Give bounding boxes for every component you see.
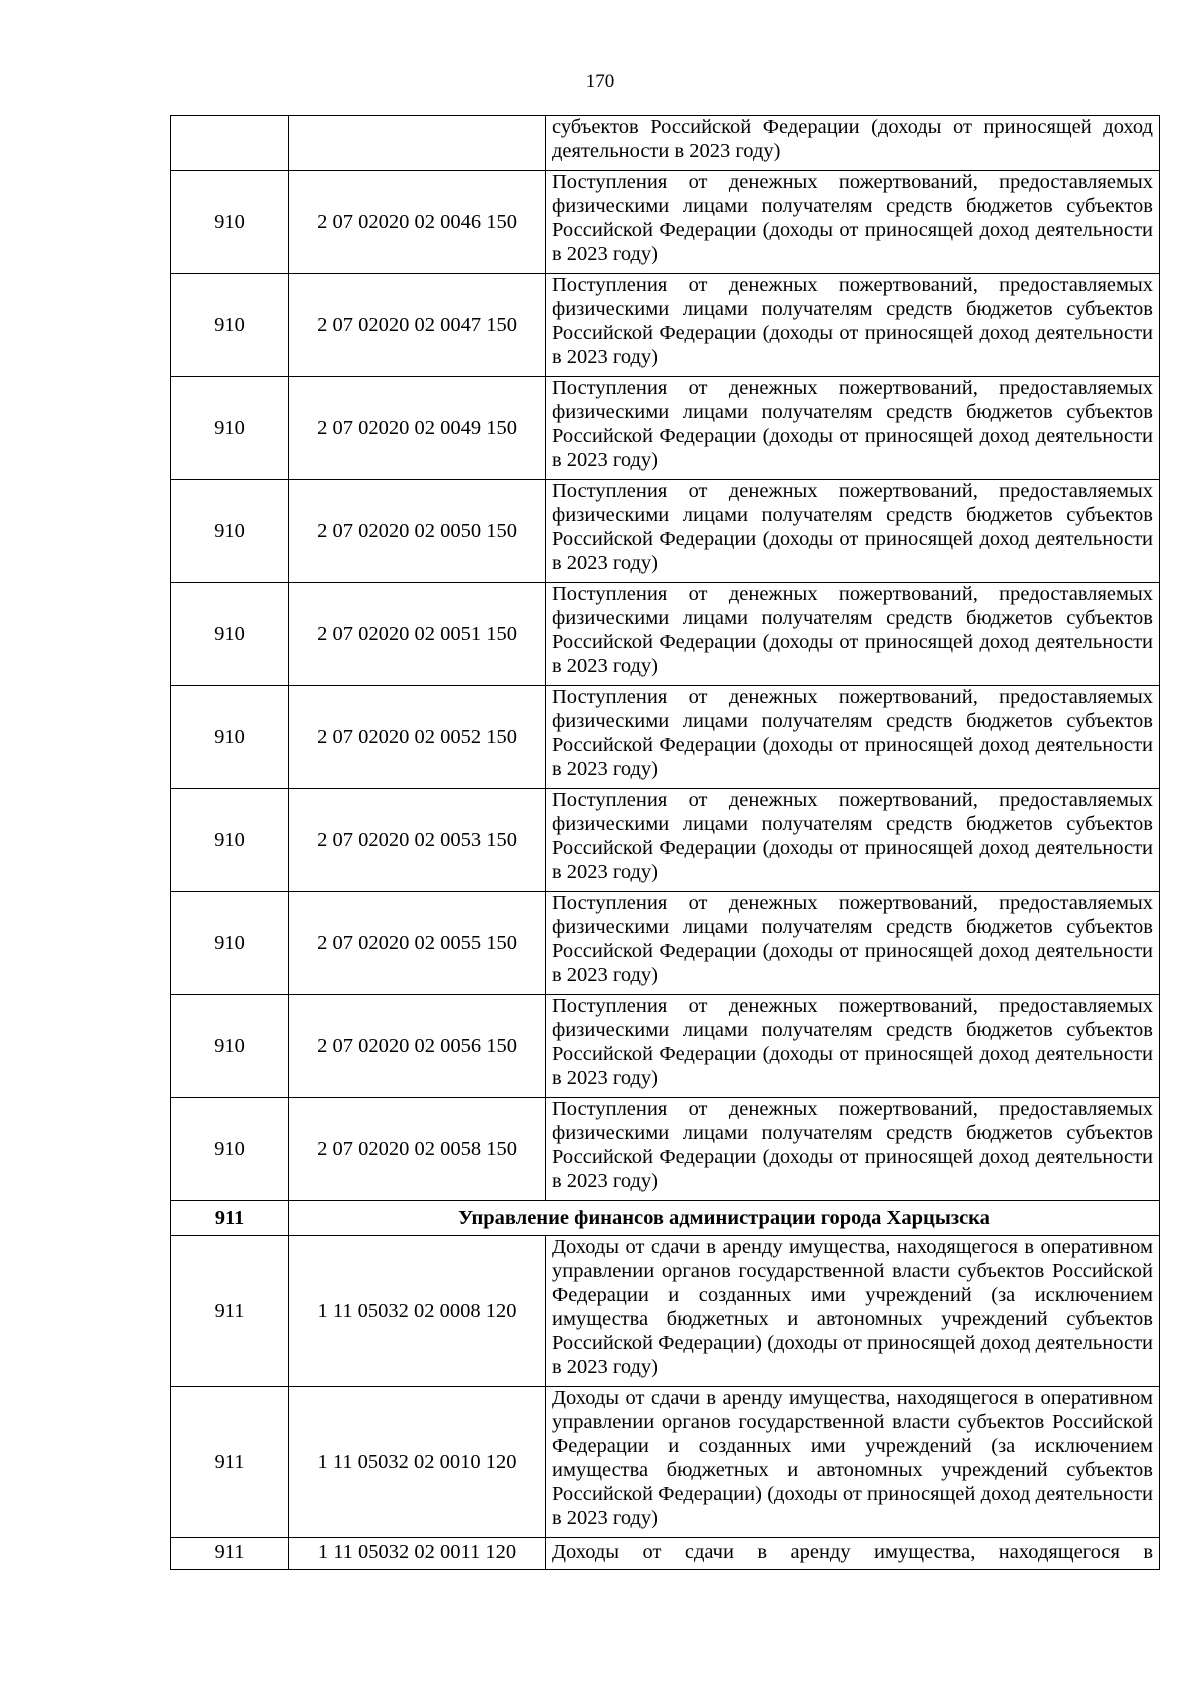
table-row: [171, 892, 1160, 995]
income-code-table: [170, 115, 1160, 1570]
page-number: 170: [585, 71, 615, 92]
admin-code-cell: 911: [171, 1201, 289, 1236]
section-title-cell: Управление финансов администрации города Харцызска: [289, 1201, 1160, 1236]
admin-code-cell: 910: [171, 274, 289, 377]
income-name-cell: [546, 377, 1160, 480]
income-name-cell: [546, 1538, 1160, 1570]
income-name-cell: [546, 686, 1160, 789]
table-row: [171, 583, 1160, 686]
income-name-text: субъектов Российской Федерации (доходы от приносящей доход деятельности в 2023 году): [552, 116, 1153, 162]
income-name-cell: [546, 274, 1160, 377]
income-name-cell: [546, 1236, 1160, 1387]
income-name-text: Поступления от денежных пожертвований, предоставляемых физическими лицами получателям средств бюджетов субъектов Российской Федерации (доходы от приносящей доход деятельности в 2023 году): [552, 583, 1153, 677]
admin-code-cell: 911: [171, 1387, 289, 1538]
income-name-text: Поступления от денежных пожертвований, предоставляемых физическими лицами получателям средств бюджетов субъектов Российской Федерации (доходы от приносящей доход деятельности в 2023 году): [552, 274, 1153, 368]
income-name-text: Поступления от денежных пожертвований, предоставляемых физическими лицами получателям средств бюджетов субъектов Российской Федерации (доходы от приносящей доход деятельности в 2023 году): [552, 171, 1153, 265]
budget-code-cell: 2 07 02020 02 0056 150: [289, 995, 546, 1098]
table-row: [171, 116, 1160, 171]
budget-code-cell: 2 07 02020 02 0050 150: [289, 480, 546, 583]
income-name-text: Поступления от денежных пожертвований, предоставляемых физическими лицами получателям средств бюджетов субъектов Российской Федерации (доходы от приносящей доход деятельности в 2023 году): [552, 480, 1153, 574]
table-row: [171, 1098, 1160, 1201]
table-row: [171, 480, 1160, 583]
income-name-cell: [546, 995, 1160, 1098]
income-name-cell: [546, 480, 1160, 583]
table-row: [171, 1538, 1160, 1570]
income-name-text: Поступления от денежных пожертвований, предоставляемых физическими лицами получателям средств бюджетов субъектов Российской Федерации (доходы от приносящей доход деятельности в 2023 году): [552, 686, 1153, 780]
admin-code-cell: 910: [171, 892, 289, 995]
admin-code-cell: 911: [171, 1236, 289, 1387]
income-name-text: Доходы от сдачи в аренду имущества, находящегося в: [552, 1541, 1153, 1563]
admin-code-cell: 910: [171, 995, 289, 1098]
budget-code-cell: 1 11 05032 02 0008 120: [289, 1236, 546, 1387]
budget-code-cell: 2 07 02020 02 0051 150: [289, 583, 546, 686]
table-row: [171, 995, 1160, 1098]
admin-code-cell: 910: [171, 789, 289, 892]
budget-code-cell: 2 07 02020 02 0047 150: [289, 274, 546, 377]
income-name-cell: [546, 1098, 1160, 1201]
admin-code-cell: 910: [171, 1098, 289, 1201]
table-row: [171, 274, 1160, 377]
income-name-cell: [546, 892, 1160, 995]
income-name-cell: [546, 789, 1160, 892]
income-name-text: Поступления от денежных пожертвований, предоставляемых физическими лицами получателям средств бюджетов субъектов Российской Федерации (доходы от приносящей доход деятельности в 2023 году): [552, 1098, 1153, 1192]
income-name-cell: [546, 583, 1160, 686]
income-name-text: Поступления от денежных пожертвований, предоставляемых физическими лицами получателям средств бюджетов субъектов Российской Федерации (доходы от приносящей доход деятельности в 2023 году): [552, 377, 1153, 471]
table-row: [171, 377, 1160, 480]
admin-code-cell: 910: [171, 686, 289, 789]
budget-code-cell: 1 11 05032 02 0010 120: [289, 1387, 546, 1538]
table-row: [171, 686, 1160, 789]
table-row: [171, 171, 1160, 274]
income-name-text: Доходы от сдачи в аренду имущества, находящегося в оперативном управлении органов государственной власти субъектов Российской Федерации и созданных ими учреждений (за исключением имущества бюджетных и автономных учреждений субъектов Российской Федерации) (доходы от приносящей доход деятельности в 2023 году): [552, 1387, 1153, 1529]
budget-code-cell: 2 07 02020 02 0046 150: [289, 171, 546, 274]
table-row: [171, 1387, 1160, 1538]
table-row: [171, 1236, 1160, 1387]
budget-code-cell: 2 07 02020 02 0052 150: [289, 686, 546, 789]
income-name-text: Поступления от денежных пожертвований, предоставляемых физическими лицами получателям средств бюджетов субъектов Российской Федерации (доходы от приносящей доход деятельности в 2023 году): [552, 789, 1153, 883]
budget-code-cell: [289, 116, 546, 171]
income-name-text: Поступления от денежных пожертвований, предоставляемых физическими лицами получателям средств бюджетов субъектов Российской Федерации (доходы от приносящей доход деятельности в 2023 году): [552, 892, 1153, 986]
budget-code-cell: 2 07 02020 02 0049 150: [289, 377, 546, 480]
admin-code-cell: 910: [171, 377, 289, 480]
budget-code-cell: 1 11 05032 02 0011 120: [289, 1538, 546, 1570]
income-name-cell: [546, 1387, 1160, 1538]
table-section-header: [171, 1201, 1160, 1236]
admin-code-cell: 910: [171, 171, 289, 274]
table-row: [171, 789, 1160, 892]
budget-code-cell: 2 07 02020 02 0058 150: [289, 1098, 546, 1201]
income-name-cell: [546, 171, 1160, 274]
budget-code-cell: 2 07 02020 02 0055 150: [289, 892, 546, 995]
admin-code-cell: [171, 116, 289, 171]
admin-code-cell: 911: [171, 1538, 289, 1570]
income-name-text: Доходы от сдачи в аренду имущества, находящегося в оперативном управлении органов государственной власти субъектов Российской Федерации и созданных ими учреждений (за исключением имущества бюджетных и автономных учреждений субъектов Российской Федерации) (доходы от приносящей доход деятельности в 2023 году): [552, 1236, 1153, 1378]
admin-code-cell: 910: [171, 583, 289, 686]
income-name-cell: [546, 116, 1160, 171]
budget-code-cell: 2 07 02020 02 0053 150: [289, 789, 546, 892]
income-name-text: Поступления от денежных пожертвований, предоставляемых физическими лицами получателям средств бюджетов субъектов Российской Федерации (доходы от приносящей доход деятельности в 2023 году): [552, 995, 1153, 1089]
admin-code-cell: 910: [171, 480, 289, 583]
